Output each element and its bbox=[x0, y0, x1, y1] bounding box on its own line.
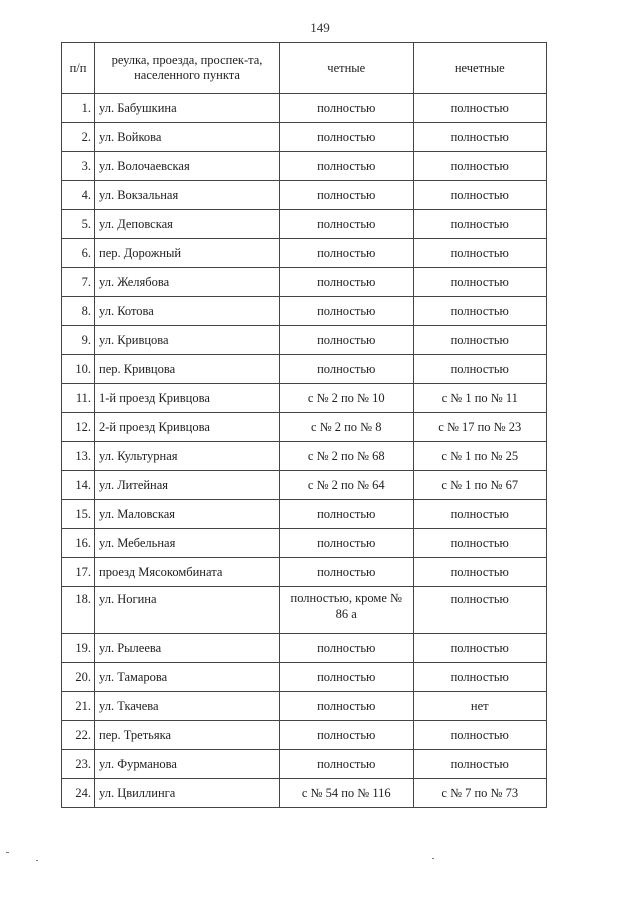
address-table bbox=[61, 42, 547, 808]
odd-houses: полностью bbox=[413, 750, 547, 779]
table-row bbox=[62, 721, 547, 750]
street-name: ул. Маловская bbox=[95, 500, 280, 529]
row-number: 3. bbox=[62, 152, 95, 181]
row-number: 16. bbox=[62, 529, 95, 558]
table-row bbox=[62, 442, 547, 471]
even-houses: полностью bbox=[280, 663, 414, 692]
row-number: 5. bbox=[62, 210, 95, 239]
street-name: ул. Мебельная bbox=[95, 529, 280, 558]
street-name: ул. Волочаевская bbox=[95, 152, 280, 181]
table-row bbox=[62, 152, 547, 181]
table-header-row bbox=[62, 43, 547, 94]
row-number: 9. bbox=[62, 326, 95, 355]
even-houses: полностью bbox=[280, 558, 414, 587]
row-number: 17. bbox=[62, 558, 95, 587]
table-row bbox=[62, 558, 547, 587]
table-row bbox=[62, 634, 547, 663]
street-name: ул. Ткачева bbox=[95, 692, 280, 721]
row-number: 7. bbox=[62, 268, 95, 297]
row-number: 15. bbox=[62, 500, 95, 529]
street-name: ул. Вокзальная bbox=[95, 181, 280, 210]
even-houses: полностью bbox=[280, 268, 414, 297]
street-name: ул. Цвиллинга bbox=[95, 779, 280, 808]
street-name: пер. Третьяка bbox=[95, 721, 280, 750]
street-name: 1-й проезд Кривцова bbox=[95, 384, 280, 413]
header-odd: нечетные bbox=[413, 43, 547, 94]
scan-speck bbox=[6, 852, 9, 853]
header-street: реулка, проезда, проспек-та, населенного пункта bbox=[95, 43, 280, 94]
row-number: 24. bbox=[62, 779, 95, 808]
page-number: 149 bbox=[310, 20, 330, 35]
odd-houses: полностью bbox=[413, 558, 547, 587]
row-number: 12. bbox=[62, 413, 95, 442]
street-name: 2-й проезд Кривцова bbox=[95, 413, 280, 442]
row-number: 2. bbox=[62, 123, 95, 152]
even-houses: полностью bbox=[280, 297, 414, 326]
table-row bbox=[62, 692, 547, 721]
row-number: 6. bbox=[62, 239, 95, 268]
even-houses: полностью bbox=[280, 721, 414, 750]
table-row bbox=[62, 268, 547, 297]
odd-houses: с № 1 по № 25 bbox=[413, 442, 547, 471]
odd-houses: полностью bbox=[413, 181, 547, 210]
row-number: 21. bbox=[62, 692, 95, 721]
table-row bbox=[62, 94, 547, 123]
even-houses: полностью bbox=[280, 123, 414, 152]
even-houses: с № 2 по № 64 bbox=[280, 471, 414, 500]
row-number: 1. bbox=[62, 94, 95, 123]
even-houses: полностью bbox=[280, 210, 414, 239]
row-number: 20. bbox=[62, 663, 95, 692]
table-row bbox=[62, 587, 547, 634]
street-name: ул. Бабушкина bbox=[95, 94, 280, 123]
odd-houses: с № 7 по № 73 bbox=[413, 779, 547, 808]
table-row bbox=[62, 384, 547, 413]
table-row bbox=[62, 779, 547, 808]
odd-houses: полностью bbox=[413, 152, 547, 181]
table-row bbox=[62, 663, 547, 692]
row-number: 11. bbox=[62, 384, 95, 413]
odd-houses: нет bbox=[413, 692, 547, 721]
table-row bbox=[62, 239, 547, 268]
header-even: четные bbox=[280, 43, 414, 94]
street-name: ул. Фурманова bbox=[95, 750, 280, 779]
table-row bbox=[62, 355, 547, 384]
street-name: ул. Культурная bbox=[95, 442, 280, 471]
row-number: 10. bbox=[62, 355, 95, 384]
even-houses: полностью, кроме № 86 а bbox=[280, 587, 414, 634]
table-row bbox=[62, 750, 547, 779]
table-row bbox=[62, 413, 547, 442]
table-row bbox=[62, 529, 547, 558]
odd-houses: полностью bbox=[413, 721, 547, 750]
street-name: пер. Дорожный bbox=[95, 239, 280, 268]
table-row bbox=[62, 326, 547, 355]
table-row bbox=[62, 500, 547, 529]
table-body bbox=[62, 94, 547, 808]
even-houses: полностью bbox=[280, 500, 414, 529]
even-houses: с № 2 по № 10 bbox=[280, 384, 414, 413]
even-houses: полностью bbox=[280, 181, 414, 210]
even-houses: полностью bbox=[280, 529, 414, 558]
street-name: ул. Котова bbox=[95, 297, 280, 326]
table-row bbox=[62, 210, 547, 239]
even-houses: с № 2 по № 68 bbox=[280, 442, 414, 471]
street-name: ул. Тамарова bbox=[95, 663, 280, 692]
even-houses: полностью bbox=[280, 326, 414, 355]
odd-houses: с № 1 по № 11 bbox=[413, 384, 547, 413]
even-houses: полностью bbox=[280, 152, 414, 181]
street-name: ул. Литейная bbox=[95, 471, 280, 500]
row-number: 22. bbox=[62, 721, 95, 750]
street-name: ул. Войкова bbox=[95, 123, 280, 152]
table-row bbox=[62, 181, 547, 210]
table-row bbox=[62, 123, 547, 152]
street-name: ул. Рылеева bbox=[95, 634, 280, 663]
row-number: 14. bbox=[62, 471, 95, 500]
odd-houses: полностью bbox=[413, 297, 547, 326]
street-name: ул. Деповская bbox=[95, 210, 280, 239]
street-name: ул. Желябова bbox=[95, 268, 280, 297]
table-row bbox=[62, 471, 547, 500]
row-number: 13. bbox=[62, 442, 95, 471]
odd-houses: с № 17 по № 23 bbox=[413, 413, 547, 442]
row-number: 19. bbox=[62, 634, 95, 663]
odd-houses: полностью bbox=[413, 239, 547, 268]
odd-houses: полностью bbox=[413, 355, 547, 384]
odd-houses: полностью bbox=[413, 634, 547, 663]
odd-houses: полностью bbox=[413, 529, 547, 558]
even-houses: полностью bbox=[280, 750, 414, 779]
row-number: 23. bbox=[62, 750, 95, 779]
odd-houses: полностью bbox=[413, 500, 547, 529]
scan-speck bbox=[432, 858, 434, 859]
even-houses: полностью bbox=[280, 239, 414, 268]
odd-houses: с № 1 по № 67 bbox=[413, 471, 547, 500]
even-houses: полностью bbox=[280, 692, 414, 721]
scan-speck bbox=[36, 860, 38, 861]
odd-houses: полностью bbox=[413, 268, 547, 297]
row-number: 8. bbox=[62, 297, 95, 326]
street-name: пер. Кривцова bbox=[95, 355, 280, 384]
odd-houses: полностью bbox=[413, 587, 547, 634]
even-houses: полностью bbox=[280, 355, 414, 384]
even-houses: полностью bbox=[280, 94, 414, 123]
odd-houses: полностью bbox=[413, 94, 547, 123]
even-houses: полностью bbox=[280, 634, 414, 663]
row-number: 4. bbox=[62, 181, 95, 210]
table-row bbox=[62, 297, 547, 326]
odd-houses: полностью bbox=[413, 663, 547, 692]
header-num: п/п bbox=[62, 43, 95, 94]
street-name: ул. Кривцова bbox=[95, 326, 280, 355]
street-name: ул. Ногина bbox=[95, 587, 280, 634]
even-houses: с № 2 по № 8 bbox=[280, 413, 414, 442]
row-number: 18. bbox=[62, 587, 95, 634]
odd-houses: полностью bbox=[413, 326, 547, 355]
odd-houses: полностью bbox=[413, 210, 547, 239]
odd-houses: полностью bbox=[413, 123, 547, 152]
even-houses: с № 54 по № 116 bbox=[280, 779, 414, 808]
street-name: проезд Мясокомбината bbox=[95, 558, 280, 587]
